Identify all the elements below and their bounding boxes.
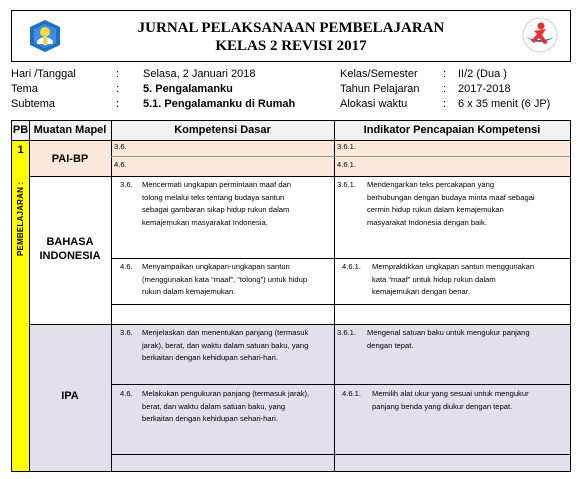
colon: : bbox=[443, 68, 447, 80]
pai-kd-1: 3.6. bbox=[114, 142, 127, 151]
bindo-ind-1-text: Mendengarkan teks percakapan yang berhubungan dengan budaya minta maaf sebagai cermin hidup rukun dalam kemajemukan masyarakat Indonesia dengan baik. bbox=[367, 180, 535, 227]
subject-indonesia: INDONESIA bbox=[39, 250, 101, 262]
ipa-kd-2-text: Melakukan pengukuran panjang (termasuk jarak), berat, dan waktu dalam satuan baku, yang berkaitan dengan kehidupan sehari-hari. bbox=[142, 389, 310, 423]
tema-value: 5. Pengalamanku bbox=[143, 83, 233, 95]
colon: : bbox=[443, 98, 447, 110]
bindo-ind-2-number: 4.6.1. bbox=[342, 262, 361, 271]
class-title: KELAS 2 REVISI 2017 bbox=[215, 38, 367, 54]
bindo-kd-1-text: Mencermati ungkapan permintaan maaf dan tolong melalui teks tentang budaya santun sebagai gambaran sikap hidup rukun dalam kemajemukan masyarakat Indonesia. bbox=[142, 180, 292, 227]
header-muatan: Muatan Mapel bbox=[33, 124, 107, 136]
pai-kd-2: 4.6. bbox=[114, 160, 127, 169]
colon: : bbox=[116, 68, 120, 80]
colon: : bbox=[116, 98, 120, 110]
ipa-kd-1-number: 3.6. bbox=[120, 328, 133, 337]
ipa-ind-2-text: Memilih alat ukur yang sesuai untuk mengukur panjang benda yang diukur dengan tepat. bbox=[372, 389, 529, 411]
subject-ipa: IPA bbox=[61, 390, 79, 402]
journal-title: JURNAL PELAKSANAAN PEMBELAJARAN bbox=[137, 20, 445, 36]
pb-number: 1 bbox=[17, 144, 24, 156]
alokasi-label: Alokasi waktu bbox=[340, 98, 408, 110]
bindo-kd-1-number: 3.6. bbox=[120, 180, 133, 189]
bindo-kd-2-number: 4.6. bbox=[120, 262, 133, 271]
ipa-kd-1-text: Menjelaskan dan menentukan panjang (termasuk jarak), berat, dan waktu dalam satuan baku, yang berkaitan dengan kehidupan sehari-hari. bbox=[142, 328, 309, 362]
alokasi-value: 6 x 35 menit (6 JP) bbox=[458, 98, 551, 110]
header-kompetensi-dasar: Kompetensi Dasar bbox=[174, 124, 271, 136]
journal-table bbox=[11, 120, 571, 472]
bindo-ind-2-text: Mempraktikkan ungkapan santun menggunakan kata “maaf” untuk hidup rukun dalam kemajemukan dengan benar. bbox=[372, 262, 535, 296]
header-pb: PB bbox=[12, 124, 29, 136]
tahun-value: 2017-2018 bbox=[458, 83, 511, 95]
pai-ind-1: 3.6.1. bbox=[337, 142, 356, 151]
ipa-ind-1-text: Mengenal satuan baku untuk mengukur panjang dengan tepat. bbox=[367, 328, 530, 350]
subject-pai-bp: PAI-BP bbox=[51, 153, 89, 165]
subject-bahasa: BAHASA bbox=[46, 236, 94, 248]
kelas-label: Kelas/Semester bbox=[340, 68, 418, 80]
ipa-ind-1-number: 3.6.1. bbox=[337, 328, 356, 337]
bindo-kd-2-text: Menyampaikan ungkapan-ungkapan santun (menggunakan kata “maaf”, “tolong”) untuk hidup rukun dalam kemajemukan. bbox=[142, 262, 308, 296]
student-figure-logo-icon bbox=[522, 17, 558, 53]
colon: : bbox=[443, 83, 447, 95]
colon: : bbox=[116, 83, 120, 95]
kelas-value: II/2 (Dua ) bbox=[458, 68, 507, 80]
hari-value: Selasa, 2 Januari 2018 bbox=[143, 68, 256, 80]
title-box bbox=[11, 10, 571, 62]
tema-label: Tema bbox=[11, 83, 38, 95]
header-indikator: Indikator Pencapaian Kompetensi bbox=[363, 124, 541, 136]
subtema-label: Subtema bbox=[11, 98, 56, 110]
pai-ind-2: 4.6.1. bbox=[337, 160, 356, 169]
hari-label: Hari /Tanggal bbox=[11, 68, 76, 80]
ipa-ind-2-number: 4.6.1. bbox=[342, 389, 361, 398]
pb-vertical-label: PEMBELAJARAN : bbox=[16, 181, 25, 256]
bindo-ind-1-number: 3.6.1. bbox=[337, 180, 356, 189]
subtema-value: 5.1. Pengalamanku di Rumah bbox=[143, 98, 296, 110]
ipa-kd-2-number: 4.6. bbox=[120, 389, 133, 398]
tahun-label: Tahun Pelajaran bbox=[340, 83, 420, 95]
